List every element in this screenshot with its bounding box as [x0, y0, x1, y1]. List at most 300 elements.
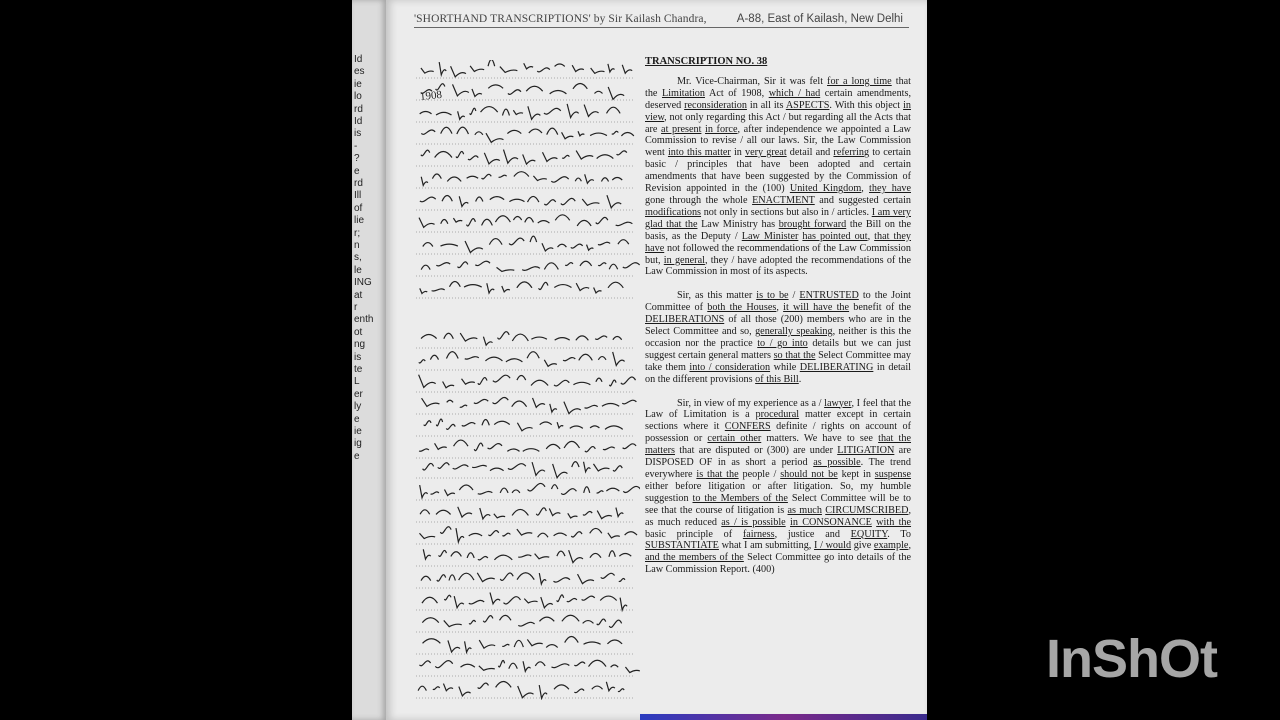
shorthand-outline	[490, 468, 504, 471]
shorthand-outline	[574, 689, 584, 693]
shorthand-outline	[462, 379, 475, 384]
shorthand-outline	[421, 265, 430, 269]
shorthand-outline	[576, 336, 589, 340]
shorthand-outline	[465, 641, 472, 652]
shorthand-outline	[453, 465, 469, 469]
shorthand-outline	[420, 288, 427, 293]
shorthand-outline	[424, 421, 431, 426]
header-address: A-88, East of Kailash, New Delhi	[736, 13, 903, 25]
shorthand-outline	[598, 357, 606, 360]
shorthand-outline	[546, 444, 560, 448]
shorthand-outline	[419, 449, 429, 452]
shorthand-outline	[469, 600, 484, 604]
shorthand-outline	[488, 444, 502, 449]
shorthand-outline	[608, 87, 624, 99]
shorthand-outline	[609, 380, 616, 386]
shorthand-outline	[594, 288, 602, 293]
shorthand-outline	[590, 553, 601, 557]
shorthand-outline	[544, 200, 555, 205]
page-edge-fragment: ot	[354, 326, 363, 338]
page-edge-fragment: Ill	[354, 190, 362, 202]
shorthand-outline	[493, 375, 510, 382]
shorthand-outline	[598, 263, 606, 266]
shorthand-outline	[472, 465, 487, 467]
shorthand-outline	[562, 132, 574, 139]
shorthand-outline	[569, 550, 583, 562]
shorthand-outline	[601, 573, 615, 578]
shorthand-outline	[454, 440, 468, 446]
shorthand-outline	[564, 441, 579, 448]
shorthand-outline	[503, 150, 518, 164]
shorthand-outline	[437, 575, 446, 581]
shorthand-outline	[513, 217, 521, 220]
transcription-text-column	[645, 56, 911, 588]
shorthand-outline	[609, 620, 621, 627]
shorthand-outline	[530, 236, 537, 242]
page-edge-fragment: ING	[354, 277, 372, 289]
shorthand-outline	[517, 529, 532, 535]
shorthand-outline	[570, 426, 583, 428]
shorthand-outline	[436, 419, 442, 426]
shorthand-outline	[600, 596, 616, 600]
shorthand-outline	[596, 378, 602, 382]
shorthand-outline	[585, 405, 598, 408]
shorthand-outline	[507, 130, 521, 133]
transcription-paragraph: Sir, as this matter is to be / ENTRUSTED to the Joint Committee of both the Houses, it will have the benefit of the DELIBERATIONS of all those (200) members who are in the Select Committee and so, generally speaking, neither is this the occasion nor the practice to / go into details but we can just suggest certain general matters so that the Select Committee may take them into / consideration while DELIBERATING in detail on the different provisions of this Bill.	[645, 290, 912, 385]
shorthand-outline	[446, 424, 455, 429]
shorthand-outline	[484, 153, 499, 164]
transcription-paragraph: Sir, in view of my experience as a / lawyer, I feel that the Law of Limitation is a procedural matter except in certain sections where it CONFERS definite / rights on account of possession or certain other matters. We have to see that the matters that are disputed or (300) are under LITIGATION are DISPOSED OF in as short a period as possible. The trend everywhere is that the people / should not be kept in suspense either before litigation or after litigation. So, my humble suggestion to the Members of the Select Committee will be to see that the course of litigation is as much CIRCUMSCRIBED, as much reduced as / is possible in CONSONANCE with the basic principle of fairness, justice and EQUITY. To SUBSTANTIATE what I am submitting, I / would give example, and the members of the Select Committee go into details of the Law Commission Report. (400)	[645, 397, 912, 576]
shorthand-outline	[436, 112, 451, 115]
shorthand-outline	[482, 174, 492, 179]
shorthand-outline	[447, 177, 461, 181]
shorthand-outline	[464, 285, 482, 287]
shorthand-outline	[478, 378, 487, 385]
shorthand-outline	[502, 644, 509, 646]
shorthand-outline	[579, 354, 593, 360]
shorthand-outline	[421, 335, 437, 339]
shorthand-outline	[589, 660, 607, 666]
shorthand-outline	[585, 174, 594, 183]
page-edge-fragment: er	[354, 388, 363, 400]
transcription-paragraphs	[645, 76, 911, 576]
shorthand-outline	[527, 196, 538, 202]
shorthand-outline	[602, 403, 619, 406]
shorthand-outline	[496, 682, 512, 688]
shorthand-outline	[444, 595, 451, 600]
shorthand-outline	[587, 245, 594, 251]
shorthand-outline	[538, 221, 550, 223]
shorthand-outline	[523, 449, 540, 452]
shorthand-outline	[506, 359, 522, 362]
shorthand-outline	[489, 239, 502, 245]
shorthand-outline	[593, 464, 609, 471]
shorthand-outline	[531, 380, 548, 385]
shorthand-outline	[583, 511, 592, 515]
shorthand-outline	[622, 400, 636, 404]
shorthand-outline	[582, 199, 599, 205]
shorthand-outline	[623, 263, 640, 268]
shorthand-outline	[513, 110, 523, 114]
shorthand-outline	[422, 597, 438, 603]
shorthand-outline	[562, 615, 579, 621]
shorthand-outline	[597, 155, 614, 159]
shorthand-outline	[597, 491, 604, 493]
shorthand-outline	[535, 554, 550, 559]
shorthand-outline	[571, 244, 583, 248]
shorthand-outline	[479, 640, 495, 648]
shorthand-outline	[456, 152, 464, 158]
shorthand-outline	[419, 375, 436, 388]
page-edge-fragment: ng	[354, 339, 366, 351]
shorthand-outline	[518, 555, 531, 557]
shorthand-outline	[616, 508, 623, 517]
shorthand-outline	[619, 578, 625, 581]
shorthand-outline	[467, 553, 474, 558]
shorthand-outline	[478, 556, 488, 559]
shorthand-outline	[465, 241, 483, 253]
shorthand-outline	[561, 198, 575, 204]
shorthand-outline	[421, 150, 430, 156]
shorthand-outline	[590, 426, 599, 428]
shorthand-outline	[486, 133, 504, 142]
shorthand-outline	[517, 376, 526, 381]
shorthand-outline	[504, 597, 521, 604]
shorthand-outline	[451, 552, 462, 557]
shorthand-outline	[488, 85, 503, 88]
shorthand-outline	[590, 528, 602, 533]
shorthand-outline	[542, 243, 553, 251]
shorthand-outline	[500, 573, 513, 580]
shorthand-outline	[456, 528, 464, 542]
shorthand-outline	[608, 282, 623, 288]
shorthand-outline	[440, 244, 457, 246]
shorthand-outline	[561, 489, 576, 495]
shorthand-outline	[557, 595, 564, 602]
shorthand-outline	[481, 107, 498, 113]
shorthand-outline	[502, 286, 510, 292]
shorthand-outline	[529, 129, 542, 133]
shorthand-outline	[423, 243, 433, 247]
transcription-title: TRANSCRIPTION NO. 38	[645, 56, 768, 67]
shorthand-outline	[430, 355, 438, 359]
shorthand-outline	[458, 262, 468, 268]
shorthand-outline	[435, 661, 452, 668]
shorthand-outline	[494, 514, 505, 518]
shorthand-outline	[509, 238, 524, 245]
shorthand-outline	[563, 358, 575, 361]
shorthand-outline	[421, 130, 435, 134]
shorthand-outline	[555, 64, 565, 66]
shorthand-outline	[558, 244, 567, 247]
shorthand-outline	[420, 112, 432, 114]
shorthand-outline	[524, 63, 533, 69]
inshot-watermark: InShOt	[1046, 629, 1217, 689]
shorthand-outline	[497, 267, 515, 271]
shorthand-outline	[553, 464, 568, 478]
shorthand-outline	[549, 509, 560, 516]
shorthand-outline	[609, 264, 617, 269]
shorthand-outline	[419, 360, 425, 363]
shorthand-outline	[488, 531, 498, 536]
shorthand-outline	[494, 555, 512, 560]
shorthand-outline	[512, 401, 527, 407]
shorthand-outline	[420, 485, 428, 498]
shorthand-outline	[472, 89, 482, 97]
shorthand-outline	[572, 65, 584, 71]
shorthand-outline	[507, 449, 519, 451]
shorthand-outline	[449, 281, 460, 286]
shorthand-outline	[421, 68, 434, 73]
shorthand-outline	[547, 128, 558, 134]
shorthand-outline	[613, 352, 625, 366]
shorthand-outline	[557, 551, 565, 556]
page-edge-fragment: ly	[354, 401, 362, 413]
shorthand-outline	[423, 549, 430, 559]
shorthand-outline	[584, 462, 591, 472]
shorthand-outline	[527, 639, 542, 645]
shorthand-outline	[539, 573, 546, 584]
shorthand-outline	[418, 686, 426, 690]
shorthand-outline	[539, 685, 547, 698]
shorthand-outline	[440, 527, 451, 534]
shorthand-outline	[465, 357, 479, 360]
shorthand-outline	[459, 573, 474, 580]
transcription-paragraph: Mr. Vice-Chairman, Sir it was felt for a long time that the Limitation Act of 1908, which / had certain amendments, deserved reconsideration in all its ASPECTS. With this object in view, not only regarding this Act / but regarding all the Acts that are at present in force, after independence we appointed a Law Commission to revise / all our laws. Sir, the Law Commission went into this matter in very great detail and referring to certain basic / principles that have been adopted and certain amendments that have been suggested by the Commission of Revision appointed in the (100) United Kingdom, they have gone through the whole ENACTMENT and suggested certain modifications not only in sections but also in / articles. I am very glad that the Law Ministry has brought forward the Bill on the basis, as the Deputy / Law Minister has pointed out, that they have not followed the recommendations of the Law Commission but, in general, they / have adopted the recommendations of the Law Commission in most of its aspects.	[645, 75, 912, 278]
shorthand-outline	[584, 487, 590, 493]
shorthand-outline	[512, 509, 528, 515]
shorthand-outline	[584, 105, 598, 117]
shorthand-outline	[567, 598, 577, 601]
page-edge-fragment: e	[354, 450, 360, 462]
shorthand-outline	[532, 462, 545, 475]
previous-page-edge	[352, 0, 386, 720]
shorthand-outline	[459, 687, 471, 696]
shorthand-outline	[423, 639, 441, 644]
shorthand-outline	[432, 289, 445, 291]
shorthand-outline	[438, 463, 449, 469]
shorthand-outline	[423, 463, 434, 470]
shorthand-outline	[439, 550, 447, 556]
shorthand-outline	[459, 485, 473, 490]
shorthand-outline	[508, 90, 521, 95]
page-edge-fragment: at	[354, 289, 363, 301]
shorthand-outline	[478, 683, 489, 688]
shorthand-outline	[565, 636, 579, 642]
shorthand-outline	[488, 60, 495, 66]
shorthand-strokes	[416, 60, 640, 700]
shorthand-outline	[575, 178, 581, 181]
shorthand-outline	[568, 513, 578, 518]
shorthand-outline	[482, 419, 489, 425]
shorthand-outline	[546, 645, 558, 648]
shorthand-outline	[625, 532, 637, 535]
shorthand-outline	[574, 662, 585, 666]
shorthand-outline	[618, 240, 629, 245]
page-edge-fragment: ig	[354, 438, 362, 450]
shorthand-outline	[607, 195, 621, 208]
shorthand-outline	[477, 573, 494, 582]
shorthand-outline	[442, 196, 452, 202]
page-edge-fragment: ?	[354, 153, 360, 165]
shorthand-outline	[606, 488, 619, 491]
shorthand-outline	[576, 151, 593, 159]
shorthand-outline	[444, 620, 462, 626]
page-edge-fragment: Id	[354, 116, 363, 127]
shorthand-outline	[512, 490, 520, 493]
shorthand-outline	[595, 336, 607, 339]
page-edge-fragment: is	[354, 128, 362, 140]
shorthand-outline	[509, 663, 517, 669]
shorthand-outline	[436, 263, 450, 266]
shorthand-outline	[518, 622, 534, 626]
shorthand-outline	[597, 619, 606, 625]
shorthand-outline	[625, 667, 639, 673]
shorthand-outline	[538, 533, 548, 537]
shorthand-outline	[533, 398, 545, 407]
shorthand-outline	[607, 640, 622, 644]
shorthand-outline	[468, 156, 478, 160]
shorthand-outline	[433, 687, 440, 690]
shorthand-outline	[421, 177, 428, 186]
shorthand-outline	[539, 617, 554, 621]
shorthand-outline	[578, 131, 584, 136]
shorthand-outline	[552, 485, 558, 489]
shorthand-outline	[577, 220, 591, 226]
shorthand-outline	[522, 267, 540, 271]
shorthand-outline	[611, 665, 619, 667]
shorthand-outline	[421, 576, 431, 580]
shorthand-outline	[603, 447, 615, 450]
shorthand-outline	[567, 104, 579, 118]
shorthand-outline	[594, 91, 602, 93]
shorthand-outline	[478, 492, 493, 495]
shorthand-outline	[500, 488, 508, 493]
shorthand-outline	[470, 66, 484, 72]
shorthand-outline	[447, 400, 453, 402]
shorthand-outline	[528, 483, 545, 491]
shorthand-outline	[623, 486, 640, 492]
shorthand-outline	[544, 360, 557, 366]
shorthand-outline	[443, 684, 453, 691]
shorthand-outline	[487, 283, 494, 293]
shorthand-outline	[458, 507, 472, 517]
shorthand-outline	[528, 106, 540, 119]
shorthand-margin-note: 1908	[419, 88, 443, 104]
shorthand-outline	[537, 68, 550, 72]
shorthand-outline	[439, 62, 446, 75]
shorthand-outline	[564, 402, 581, 414]
page-edge-fragment: L	[354, 376, 360, 388]
shorthand-outline	[490, 197, 504, 200]
shorthand-outline	[591, 68, 605, 73]
shorthand-outline	[573, 83, 587, 88]
shorthand-outline	[554, 380, 569, 386]
page-header	[414, 13, 909, 28]
shorthand-outline	[535, 662, 545, 666]
shorthand-outline	[458, 111, 465, 119]
shorthand-outline	[608, 533, 620, 538]
page-edge-fragment: r	[354, 302, 358, 313]
shorthand-outline	[550, 404, 557, 412]
shorthand-outline	[583, 621, 594, 624]
shorthand-outline	[467, 176, 479, 178]
shorthand-outline	[432, 174, 441, 179]
shorthand-outline	[435, 152, 452, 158]
shorthand-outline	[462, 423, 476, 426]
shorthand-outline	[419, 218, 435, 228]
shorthand-outline	[518, 686, 534, 698]
page-edge-fragment: le	[354, 264, 362, 276]
page-edge-fragment: rd	[354, 178, 363, 189]
shorthand-outline	[474, 399, 488, 403]
shorthand-outline	[448, 640, 460, 652]
shorthand-outline	[573, 382, 590, 384]
shorthand-outline	[470, 108, 476, 114]
shorthand-outline	[531, 337, 546, 339]
shorthand-outline	[500, 67, 517, 73]
shorthand-outline	[476, 197, 483, 201]
shorthand-outline	[422, 618, 438, 623]
shorthand-outline	[601, 178, 608, 182]
page-edge-fragment: lie	[354, 215, 365, 227]
shorthand-outline	[557, 422, 563, 428]
shorthand-outline	[509, 199, 524, 201]
page-edge-fragment: of	[354, 202, 363, 214]
shorthand-outline	[444, 489, 454, 495]
shorthand-outline	[606, 682, 615, 691]
shorthand-outline	[619, 553, 631, 556]
shorthand-outline	[596, 217, 608, 223]
shorthand-outline	[578, 574, 594, 583]
shorthand-outline	[613, 337, 622, 340]
shorthand-outline	[453, 218, 462, 222]
shorthand-outline	[533, 176, 546, 181]
shorthand-outline	[449, 575, 455, 581]
shorthand-outline	[621, 133, 633, 136]
page-edge-fragment: e	[354, 413, 360, 425]
shorthand-outline	[469, 533, 482, 535]
shorthand-outline	[527, 352, 539, 359]
shorthand-outline	[541, 597, 553, 608]
shorthand-outline	[493, 397, 509, 403]
shorthand-outline	[490, 592, 500, 603]
shorthand-outline	[512, 334, 528, 341]
shorthand-outline	[555, 215, 569, 220]
shorthand-outline	[482, 219, 493, 225]
shorthand-outline	[517, 573, 534, 580]
shorthand-outline	[420, 510, 430, 514]
shorthand-outline	[553, 578, 569, 582]
shorthand-outline	[467, 219, 476, 226]
shorthand-outline	[616, 222, 633, 225]
page-edge-fragment: lo	[354, 91, 362, 103]
shorthand-outline	[612, 131, 618, 134]
shorthand-outline	[620, 598, 627, 610]
shorthand-outline	[613, 466, 622, 471]
page-edge-fragment: s,	[354, 252, 362, 264]
shorthand-outline	[431, 492, 439, 494]
page-edge-fragment: ie	[354, 426, 362, 437]
page-edge-fragment: r;	[354, 227, 361, 239]
page-edge-fragment: enth	[354, 314, 374, 326]
shorthand-outline	[622, 65, 632, 73]
shorthand-outline	[436, 510, 451, 514]
shorthand-outline	[475, 132, 483, 135]
shorthand-outline	[500, 615, 511, 620]
shorthand-outline	[526, 86, 542, 91]
shorthand-outline	[502, 109, 509, 115]
